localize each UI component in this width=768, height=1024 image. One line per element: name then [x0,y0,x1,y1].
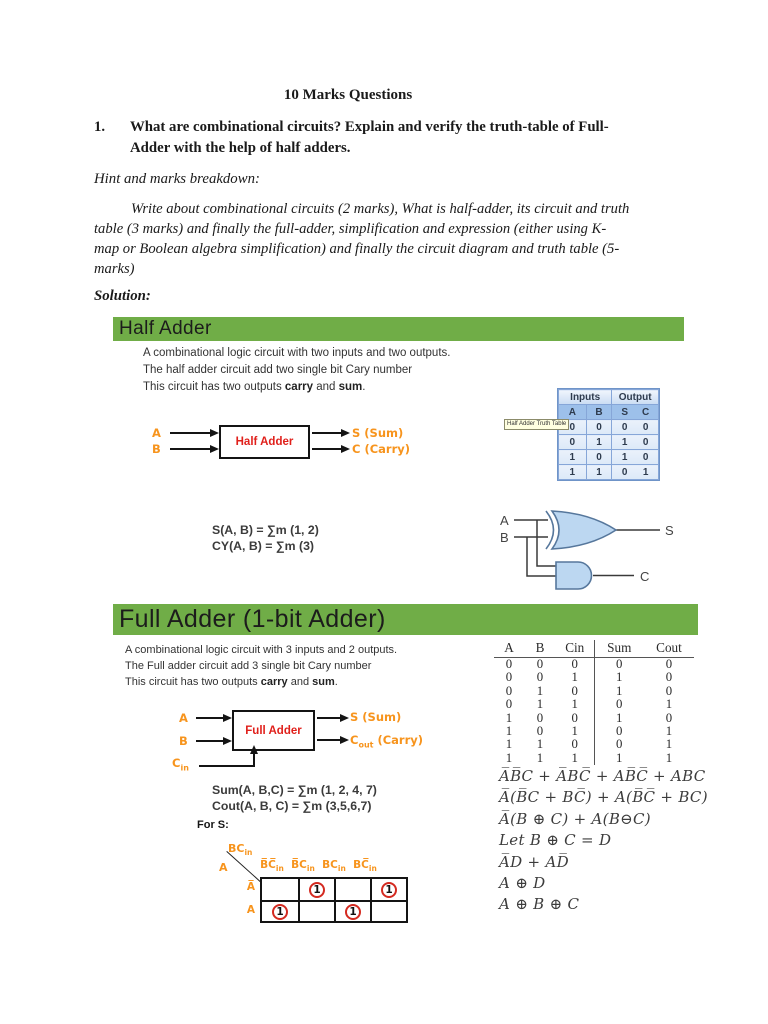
boolean-derivation [499,766,708,916]
hint-paragraph [94,199,669,279]
input-a-arrow [196,717,224,719]
gate-output-c-label: C [640,569,650,584]
full-adder-section-heading: Full Adder (1-bit Adder) [113,604,698,635]
description-line: The half adder circuit add two single bit Cary number [143,364,413,377]
truth-table-row: 0 1 0 1 0 [505,683,673,698]
output-sum-arrow [317,717,341,719]
solution-heading: Solution: [94,288,151,304]
half-adder-description [143,345,450,397]
hint-line: Write about combinational circuits (2 marks), What is half-adder, its circuit and truth [131,201,630,217]
kmap-cell [334,879,370,900]
full-adder-equations [212,783,377,815]
description-line: This circuit has two outputs carry and sum. [125,675,338,688]
input-b-label: B [152,442,161,456]
output-sum-arrowhead [341,429,350,437]
derivation-line: A̅B̅C + A̅BC̅ + AB̅C̅ + ABC [499,767,706,785]
kmap-column-header: $BC_{in}$ [322,859,346,874]
and-gate [556,562,592,589]
half-adder-gate-diagram [494,504,684,599]
hint-line: marks) [94,261,135,277]
truth-table-row: 0 1 1 0 1 [505,697,673,712]
xor-gate [552,511,616,549]
column-header-b: B [586,405,612,420]
derivation-line: A̅(B̅C + BC̅) + A(B̅C̅ + BC) [499,788,708,807]
derivation-line: Let B ⊕ C = D [499,831,612,850]
input-a-arrow [170,432,212,434]
full-adder-description [125,643,397,690]
half-adder-equations [212,523,319,555]
input-b-arrow [196,740,224,742]
kmap-cell [298,879,334,900]
output-sum-arrowhead [340,714,349,722]
input-cin-label: $C_{in}$ [172,756,189,773]
question-item [94,117,680,158]
output-carry-label: C (Carry) [352,442,410,456]
kmap-cell [370,900,406,921]
kmap-circled-one: 1 [345,904,361,920]
output-sum-arrow [312,432,342,434]
column-header-sc: S C [612,405,659,420]
truth-table-row: 1 1 0 1 [559,465,659,480]
truth-table-group-output: Output [612,390,659,405]
xor-input-arc [546,511,554,549]
equation-line: CY(A, B) = ∑m (3) [212,538,315,553]
gate-input-a-label: A [500,513,509,528]
hint-line: map or Boolean algebra simplification) and finally the circuit diagram and truth table (5- [94,241,620,257]
description-line: This circuit has two outputs carry and sum. [143,381,366,394]
derivation-line: A ⊕ D [499,874,546,893]
question-text: What are combinational circuits? Explain and verify the truth-table of Full- Adder with the help of half adders. [130,119,609,156]
kmap-circled-one: 1 [272,904,288,920]
kmap-circled-one: 1 [309,882,325,898]
page-title: 10 Marks Questions [283,87,413,103]
kmap-row-label: A̅ [246,881,256,893]
truth-table-row: 1 0 0 1 0 [505,710,673,725]
truth-table-row: 1 1 0 0 1 [505,737,673,752]
kmap-corner-label: $BC_{in}$ [228,842,253,858]
truth-table-row: 1 0 1 0 [559,450,659,465]
description-line: The Full adder circuit add 3 single bit Cary number [125,659,372,672]
truth-table-row: 1 1 1 1 1 [505,750,673,765]
kmap-circled-one: 1 [381,882,397,898]
derivation-line: A̅(B ⊕ C) + A(B⊖C) [499,809,651,828]
half-adder-box: Half Adder [219,425,310,459]
kmap-row-label: A [246,904,256,916]
kmap-cell [298,900,334,921]
half-adder-section-heading: Half Adder [113,317,684,341]
input-cin-wire-vertical [253,753,255,767]
equation-line: Sum(A, B,C) = ∑m (1, 2, 4, 7) [212,783,377,797]
derivation-line: A ⊕ B ⊕ C [499,895,580,914]
full-adder-truth-table [494,640,694,765]
kmap-column-header: $B̅C̅_{in}$ [260,859,284,874]
output-cout-label: $C_{out}$ (Carry) [350,733,424,750]
gate-output-s-label: S [665,523,674,538]
wire-b-branch [527,537,556,576]
input-cin-arrowhead [250,745,258,754]
truth-table-row: 0 0 0 0 [559,420,659,435]
kmap-cell [262,879,298,900]
kmap-column-header: $B̅C_{in}$ [291,859,315,874]
truth-table-group-inputs: Inputs [559,390,612,405]
output-cout-arrowhead [340,736,349,744]
full-adder-box: Full Adder [232,710,315,751]
kmap-cell [334,900,370,921]
output-sum-label: S (Sum) [352,426,404,440]
input-b-arrowhead [223,737,232,745]
truth-table-row: 0 0 1 1 0 [505,670,673,685]
description-line: A combinational logic circuit with two inputs and two outputs. [143,347,451,359]
kmap-for-s [170,840,420,932]
output-carry-arrow [312,448,342,450]
for-s-label: For S: [197,819,229,831]
hint-line: table (3 marks) and finally the full-adder, simplification and expression (either using K- [94,221,607,237]
truth-table-header-row: A B Cin Sum Cout [494,640,694,658]
derivation-line: A̅D + AD̅ [499,852,569,871]
half-adder-truth-table [558,389,659,480]
kmap-cell [370,879,406,900]
input-a-arrowhead [223,714,232,722]
input-a-label: A [179,711,188,725]
output-carry-arrowhead [341,445,350,453]
equation-line: Cout(A, B, C) = ∑m (3,5,6,7) [212,798,372,813]
column-header-a: A [559,405,587,420]
kmap-grid [260,877,408,923]
hint-heading: Hint and marks breakdown: [94,171,260,187]
input-cin-wire-horizontal [199,765,255,767]
input-b-arrow [170,448,212,450]
input-a-arrowhead [210,429,219,437]
truth-table-tooltip: Half Adder Truth Table [504,419,569,430]
kmap-column-header: $BC̅_{in}$ [353,859,377,874]
input-b-label: B [179,734,188,748]
question-number: 1. [94,119,106,135]
kmap-axis-a-label: A [219,861,228,874]
description-line: A combinational logic circuit with 3 inputs and 2 outputs. [125,644,398,656]
kmap-cell [262,900,298,921]
truth-table-row: 0 1 1 0 [559,435,659,450]
truth-table-row: 0 0 0 0 0 [505,657,673,671]
output-sum-label: S (Sum) [350,710,402,724]
gate-input-b-label: B [500,530,509,545]
equation-line: S(A, B) = ∑m (1, 2) [212,523,319,537]
output-cout-arrow [317,739,341,741]
input-b-arrowhead [210,445,219,453]
input-a-label: A [152,426,161,440]
truth-table-row: 1 0 1 0 1 [505,724,673,739]
